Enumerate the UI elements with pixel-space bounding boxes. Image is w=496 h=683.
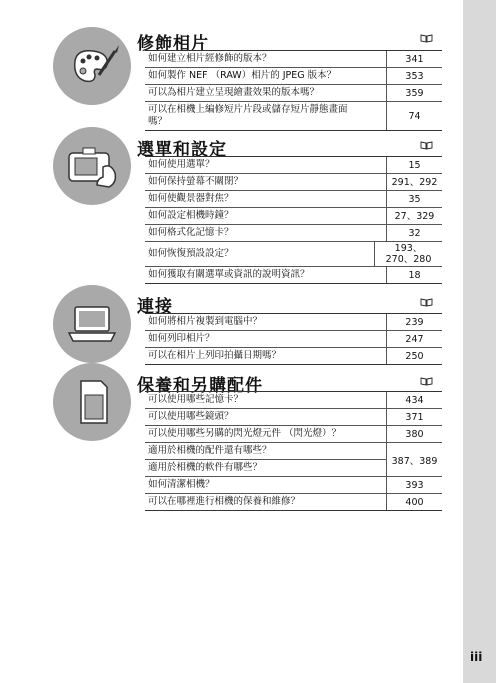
table-row[interactable]: 如何清潔相機？ 393 xyxy=(145,477,442,494)
table-row[interactable]: 如何建立相片經修飾的版本？ 341 xyxy=(145,51,442,68)
book-icon xyxy=(420,140,433,153)
page-ref: 387、389 xyxy=(386,443,442,476)
table-row-merged[interactable] xyxy=(145,443,442,477)
memory-card-icon xyxy=(53,363,131,441)
page-sidebar-tab xyxy=(463,0,496,683)
camera-hand-icon xyxy=(53,127,131,205)
table-row[interactable]: 如何恢復預設設定？ 193、270、280 xyxy=(145,242,442,267)
page-number: iii xyxy=(470,650,483,664)
table-row[interactable]: 可以使用哪些另購的閃光燈元件 （閃光燈）？ 380 xyxy=(145,426,442,443)
table-row[interactable]: 如何製作 NEF （RAW）相片的 JPEG 版本？ 353 xyxy=(145,68,442,85)
table-row[interactable]: 可以在相片上列印拍攝日期嗎？ 250 xyxy=(145,348,442,365)
table-row[interactable]: 如何使用選單？ 15 xyxy=(145,157,442,174)
table-row[interactable]: 可以使用哪些鏡頭？ 371 xyxy=(145,409,442,426)
table-row[interactable]: 如何獲取有關選單或資訊的說明資訊？ 18 xyxy=(145,267,442,284)
section-title: 保養和另購配件 xyxy=(137,376,263,396)
section-title: 選單和設定 xyxy=(137,140,227,160)
book-icon xyxy=(420,33,433,46)
table-row[interactable]: 可以在哪裡進行相機的保養和維修？ 400 xyxy=(145,494,442,511)
question-table xyxy=(145,156,442,284)
table-row[interactable]: 如何列印相片？ 247 xyxy=(145,331,442,348)
table-cell: 適用於相機的配件還有哪些？ xyxy=(145,443,386,460)
table-row[interactable]: 如何使觀景器對焦？ 35 xyxy=(145,191,442,208)
table-row[interactable]: 如何格式化記憶卡？ 32 xyxy=(145,225,442,242)
question-table xyxy=(145,391,442,511)
laptop-icon xyxy=(53,285,131,363)
table-row[interactable]: 可以在相機上編修短片片段或儲存短片靜態畫面嗎？ 74 xyxy=(145,102,442,131)
question-table xyxy=(145,50,442,131)
table-cell: 適用於相機的軟件有哪些？ xyxy=(148,462,263,473)
question-table xyxy=(145,313,442,365)
table-row[interactable]: 如何設定相機時鐘？ 27、329 xyxy=(145,208,442,225)
table-row[interactable]: 可以為相片建立呈現繪畫效果的版本嗎？ 359 xyxy=(145,85,442,102)
palette-brush-icon xyxy=(53,27,131,105)
section-title: 連接 xyxy=(137,297,173,317)
table-row[interactable]: 如何保持螢幕不關閉？ 291、292 xyxy=(145,174,442,191)
book-icon xyxy=(420,297,433,310)
section-title: 修飾相片 xyxy=(137,34,209,54)
book-icon xyxy=(420,376,433,389)
table-row[interactable]: 可以使用哪些記憶卡？ 434 xyxy=(145,392,442,409)
table-row[interactable]: 如何將相片複製到電腦中？ 239 xyxy=(145,314,442,331)
